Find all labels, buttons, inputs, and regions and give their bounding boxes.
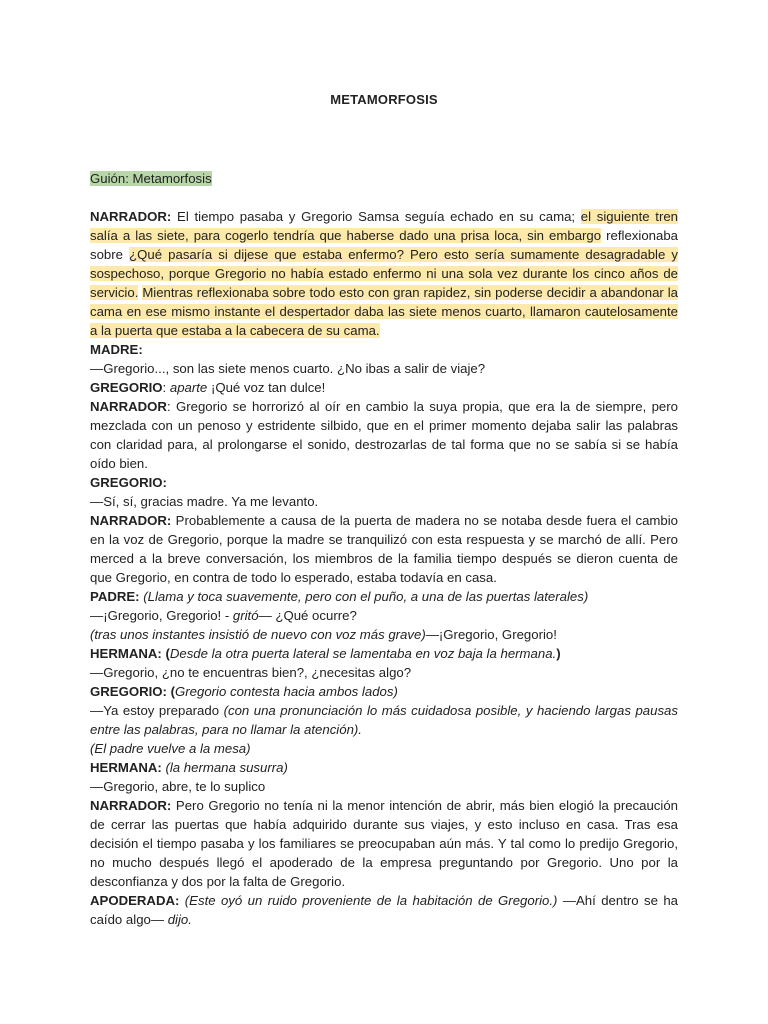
- narrador-paragraph-4: [90, 796, 678, 891]
- highlight-yellow: Mientras reflexionaba sobre todo esto con gran rapidez, sin poderse decidir a abandonar la cama en ese mismo instante el despertador daba las siete menos cuarto, llamaron cautelosamente a la puerta que estaba a la cabecera de su cama.: [90, 285, 678, 338]
- gregorio-speaker-3: [90, 682, 678, 701]
- punctuation: (: [166, 684, 175, 699]
- stage-direction: dijo.: [167, 912, 192, 927]
- stage-direction: aparte: [169, 380, 208, 395]
- dialogue-text: — ¿Qué ocurre?: [258, 608, 357, 623]
- punctuation: ): [556, 646, 561, 661]
- dialogue-text: ¡Qué voz tan dulce!: [207, 380, 326, 395]
- speaker-label: NARRADOR:: [90, 209, 172, 224]
- gregorio-speaker-2: [90, 473, 678, 492]
- gregorio-stage-3: [90, 739, 678, 758]
- speaker-label: NARRADOR: [90, 399, 167, 414]
- speaker-label: GREGORIO: [90, 380, 163, 395]
- hermana-speaker-1: [90, 644, 678, 663]
- gregorio-line-1: [90, 378, 678, 397]
- dialogue-text: —¡Gregorio, Gregorio!: [425, 627, 557, 642]
- stage-direction: (con una pronunciación lo más cuidadosa posible, y haciendo largas pausas entre las palabras, para no llamar la atención).: [90, 703, 678, 737]
- punctuation: :: [162, 380, 170, 395]
- speaker-label: GREGORIO:: [90, 684, 167, 699]
- dialogue-text: —Ahí dentro se ha caído algo—: [90, 893, 678, 927]
- gregorio-line-3: [90, 701, 678, 739]
- document-title: METAMORFOSIS: [330, 92, 438, 107]
- speaker-label: NARRADOR:: [90, 513, 172, 528]
- madre-speaker: [90, 340, 678, 359]
- dialogue-text: —Ya estoy preparado: [90, 703, 224, 718]
- stage-direction: gritó: [232, 608, 259, 623]
- punctuation: (: [161, 646, 170, 661]
- speaker-label: HERMANA:: [90, 646, 162, 661]
- hermana-line-1: —Gregorio, ¿no te encuentras bien?, ¿necesitas algo?: [90, 665, 412, 680]
- stage-direction: (El padre vuelve a la mesa): [90, 741, 251, 756]
- padre-line-2: [90, 625, 678, 644]
- speaker-label: HERMANA:: [90, 760, 162, 775]
- stage-direction: (tras unos instantes insistió de nuevo con voz más grave): [90, 627, 426, 642]
- stage-direction: (Este oyó un ruido proveniente de la habitación de Gregorio.): [179, 893, 558, 908]
- stage-direction: Desde la otra puerta lateral se lamentaba en voz baja la hermana.: [169, 646, 557, 661]
- speaker-label: APODERADA:: [90, 893, 180, 908]
- speaker-label: PADRE:: [90, 589, 140, 604]
- highlight-yellow: el siguiente tren salía a las siete, para cogerlo tendría que haberse dado una prisa loca, sin embargo: [90, 209, 679, 243]
- padre-speaker: [90, 587, 678, 606]
- stage-direction: (Llama y toca suavemente, pero con el puño, a una de las puertas laterales): [139, 589, 589, 604]
- narration-text: El tiempo pasaba y Gregorio Samsa seguía echado en su cama;: [171, 209, 581, 224]
- speaker-label: MADRE:: [90, 342, 143, 357]
- narration-text: Pero Gregorio no tenía ni la menor intención de abrir, más bien elogió la precaución de cerrar las puertas que había adquirido durante sus viajes, y esto incluso en casa. Tras esa decisión el tiempo pasaba y los familiares se preocupaban aún más. Y tal como lo predijo Gregorio, no mucho después llegó el apoderado de la empresa preguntando por Gregorio. Uno por la desconfianza y dos por la falta de Gregorio.: [90, 798, 678, 889]
- narration-text: : Gregorio se horrorizó al oír en cambio la suya propia, que era la de siempre, pero mezclada con un penoso y estridente silbido, que en el primer momento dejaba salir las palabras con claridad para, al prolongarse el sonido, destrozarlas de tal forma que no se sabía si se había oído bien.: [90, 399, 678, 471]
- hermana-line-2: —Gregorio, abre, te lo suplico: [90, 779, 266, 794]
- madre-line: —Gregorio..., son las siete menos cuarto. ¿No ibas a salir de viaje?: [90, 361, 486, 376]
- speaker-label: GREGORIO:: [90, 475, 167, 490]
- subtitle-highlight: Guión: Metamorfosis: [90, 171, 212, 186]
- stage-direction: Gregorio contesta hacia ambos lados): [175, 684, 398, 699]
- padre-line-1: [90, 606, 678, 625]
- stage-direction: (la hermana susurra): [161, 760, 288, 775]
- script-body: [90, 207, 678, 929]
- hermana-speaker-2: [90, 758, 678, 777]
- script-subtitle: [90, 169, 678, 188]
- narrador-paragraph-1: [90, 207, 678, 340]
- apoderada-paragraph: [90, 891, 678, 929]
- narration-text: Probablemente a causa de la puerta de madera no se notaba desde fuera el cambio en la voz de Gregorio, porque la madre se tranquilizó con esta respuesta y se marchó de allí. Pero merced a la breve conversación, los miembros de la familia tiempo después se dieron cuenta de que Gregorio, en contra de todo lo esperado, estaba todavía en casa.: [90, 513, 678, 585]
- highlight-yellow: ¿Qué pasaría si dijese que estaba enfermo? Pero esto sería sumamente desagradable y sospechoso, porque Gregorio no había estado enfermo ni una sola vez durante los cinco años de servicio.: [90, 247, 678, 300]
- speaker-label: NARRADOR:: [90, 798, 172, 813]
- narrador-paragraph-3: [90, 511, 678, 587]
- gregorio-line-2: —Sí, sí, gracias madre. Ya me levanto.: [90, 494, 319, 509]
- dialogue-text: —¡Gregorio, Gregorio! -: [90, 608, 233, 623]
- narrador-paragraph-2: [90, 397, 678, 473]
- narration-text: reflexionaba sobre: [90, 228, 678, 262]
